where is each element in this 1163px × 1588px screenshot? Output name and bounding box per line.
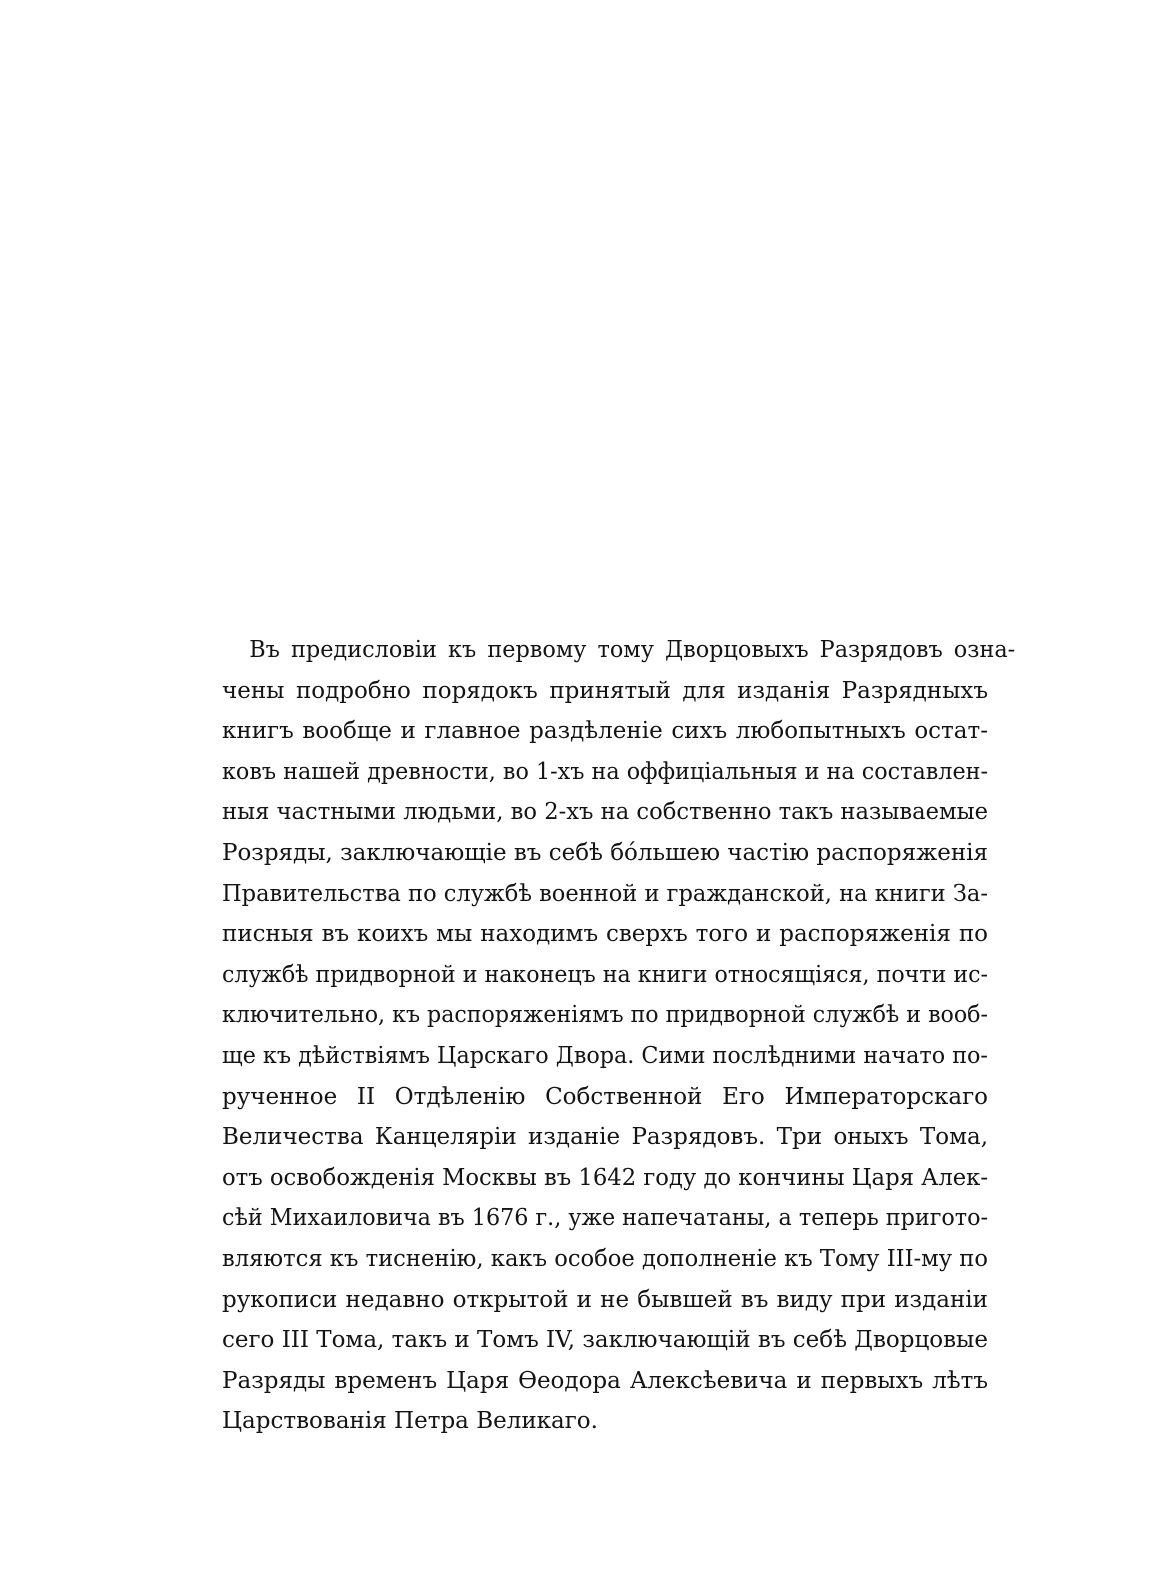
paragraph-line-3: книгъ вообще и главное раздѣленіе сихъ любопытныхъ остат- [222, 718, 988, 745]
preface-paragraph [222, 630, 1016, 1442]
paragraph-line-17: рукописи недавно открытой и не бывшей въ виду при изданіи [222, 1286, 988, 1313]
paragraph-line-2: чены подробно порядокъ принятый для изданія Разрядныхъ [222, 677, 988, 704]
paragraph-line-13: Величества Канцеляріи изданіе Разрядовъ. Три оныхъ Тома, [222, 1124, 988, 1151]
paragraph-line-19: Разряды временъ Царя Ѳеодора Алексѣевича и первыхъ лѣтъ [222, 1367, 988, 1394]
paragraph-line-11: ще къ дѣйствіямъ Царскаго Двора. Сими послѣдними начато по- [222, 1042, 988, 1069]
paragraph-line-18: сего III Тома, такъ и Томъ IV, заключающій въ себѣ Дворцовые [222, 1327, 988, 1354]
paragraph-line-7: Правительства по службѣ военной и гражданской, на книги За- [222, 880, 988, 907]
paragraph-line-15: сѣй Михаиловича въ 1676 г., уже напечатаны, а теперь пригото- [222, 1205, 989, 1232]
paragraph-line-14: отъ освобожденія Москвы въ 1642 году до кончины Царя Алек- [222, 1164, 989, 1191]
paragraph-line-12: рученное II Отдѣленію Собственной Его Императорскаго [222, 1083, 988, 1110]
paragraph-line-16: вляются къ тисненію, какъ особое дополненіе къ Тому III-му по [222, 1245, 989, 1272]
paragraph-line-5: ныя частными людьми, во 2-хъ на собственно такъ называемые [222, 799, 988, 826]
paragraph-line-9: службѣ придворной и наконецъ на книги относящіяся, почти ис- [222, 961, 988, 988]
paragraph-line-4: ковъ нашей древности, во 1-хъ на оффиціальныя и на составлен- [222, 758, 989, 785]
paragraph-line-20: Царствованія Петра Великаго. [222, 1408, 598, 1435]
paragraph-line-10: ключительно, къ распоряженіямъ по придворной службѣ и вооб- [222, 1002, 988, 1029]
paragraph-line-1: Въ предисловіи къ первому тому Дворцовыхъ Разрядовъ озна- [249, 637, 1016, 663]
paragraph-line-6: Розряды, заключающіе въ себѣ бóльшею частію распоряженія [222, 839, 989, 866]
paragraph-line-8: писныя въ коихъ мы находимъ сверхъ того и распоряженія по [222, 921, 988, 948]
